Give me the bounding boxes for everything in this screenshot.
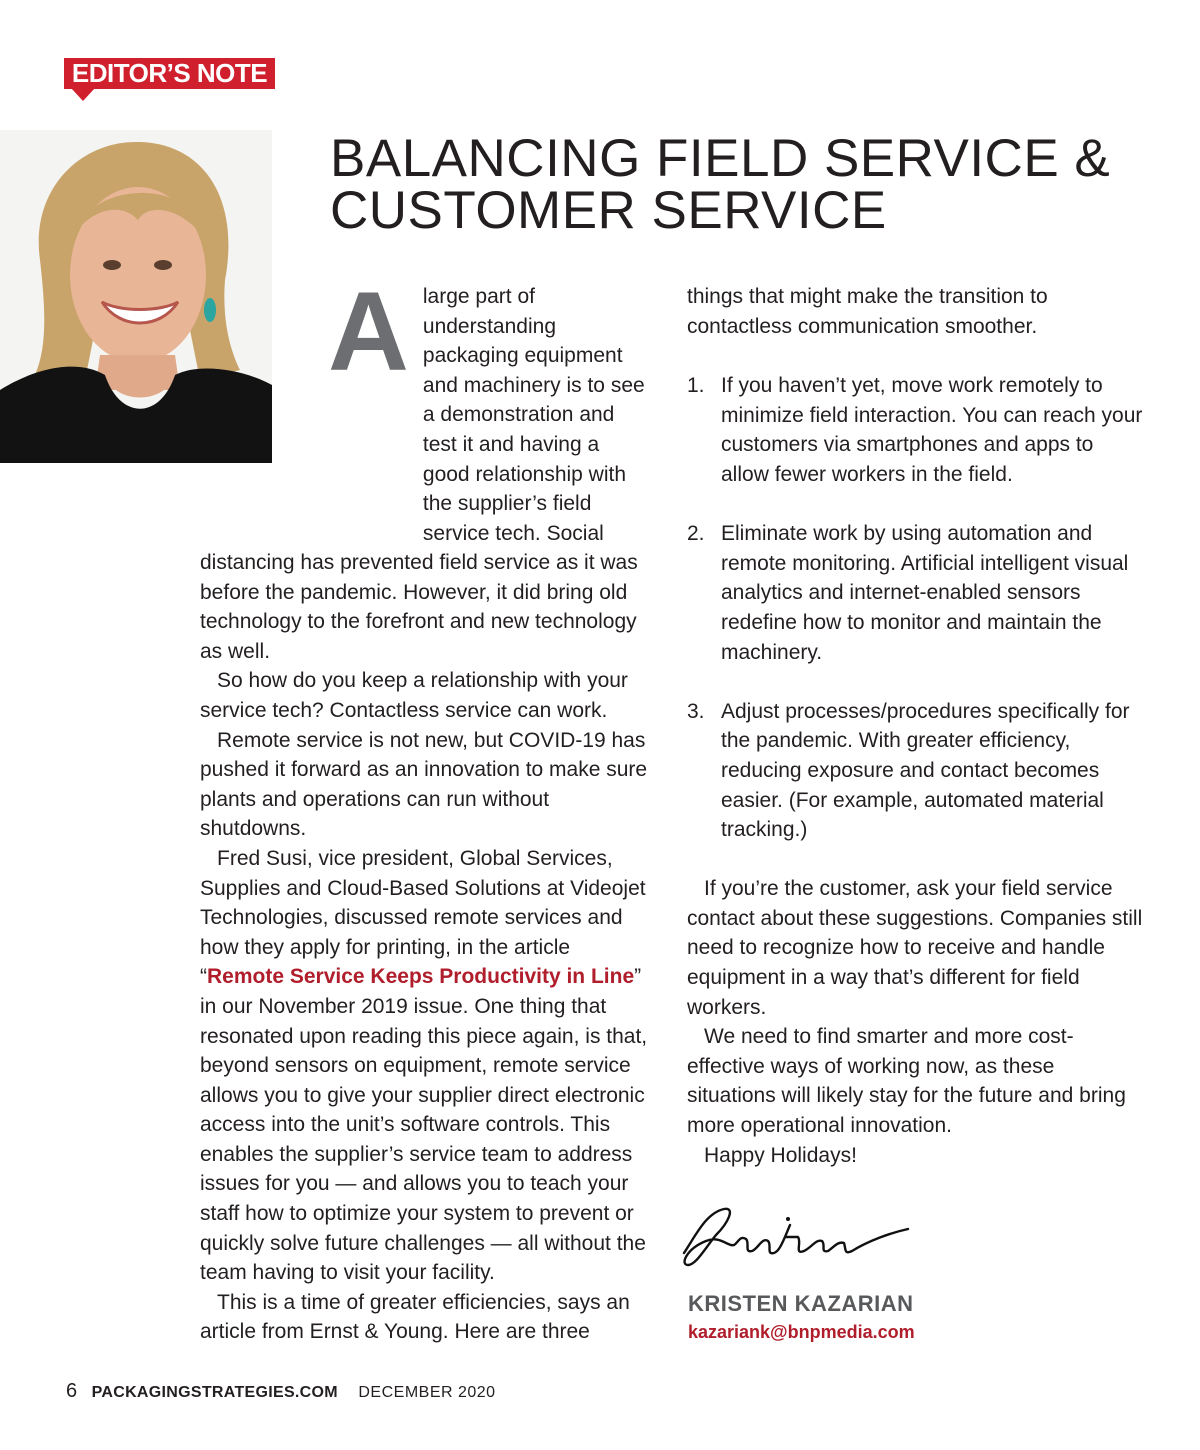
site-name: PACKAGINGSTRATEGIES.COM bbox=[91, 1384, 338, 1401]
list-item bbox=[687, 519, 1147, 667]
paragraph-4 bbox=[200, 844, 650, 1288]
paragraph-4-text-after: ” in our November 2019 issue. One thing that resonated upon reading this piece again, is that, beyond sensors on equipment, remote service allows you to give your supplier direct electronic access into the unit’s software controls. This enables the supplier’s service team to address issues for you — and allows you to teach your staff how to optimize your system to prevent or quickly solve future challenges — all without the team having to visit your facility. bbox=[200, 965, 648, 1285]
right-paragraph-3: We need to find smarter and more cost-effective ways of working now, as these situations will likely stay for the future and bring more operational innovation. bbox=[687, 1025, 1126, 1138]
article-link[interactable]: Remote Service Keeps Productivity in Line bbox=[207, 965, 635, 989]
section-tag-pointer bbox=[71, 88, 95, 101]
list-item bbox=[687, 371, 1147, 489]
author-email-link[interactable]: kazariank@bnpmedia.com bbox=[688, 1322, 915, 1342]
list-item-text: Adjust processes/procedures specifically for the pandemic. With greater efficiency, reducing exposure and contact becomes easier. (For example, automated material tracking.) bbox=[721, 699, 1130, 842]
list-item-number: 3. bbox=[687, 699, 705, 723]
list-item bbox=[687, 697, 1147, 845]
signature-image bbox=[676, 1195, 916, 1275]
right-paragraph-2: If you’re the customer, ask your field service contact about these suggestions. Companies still need to recognize how to receive and handle equipment in a way that’s different for field workers. bbox=[687, 877, 1143, 1019]
paragraph-3: Remote service is not new, but COVID-19 has pushed it forward as an innovation to make sure plants and operations can run without shutdowns. bbox=[200, 728, 648, 841]
article-title bbox=[330, 129, 1170, 240]
page-footer bbox=[66, 1380, 496, 1403]
author-photo bbox=[0, 130, 272, 463]
lead-paragraph-continued: distancing has prevented field service as it was before the pandemic. However, it did bring old technology to the forefront and new technology as well. bbox=[200, 551, 638, 663]
article-column-left bbox=[200, 548, 650, 1347]
lead-paragraph: large part of understanding packaging equipment and machinery is to see a demonstration and test it and having a good relationship with the supplier’s field service tech. Social bbox=[422, 285, 645, 545]
list-item-number: 2. bbox=[687, 522, 705, 546]
article-column-right bbox=[687, 282, 1147, 1170]
article-title-line-2: CUSTOMER SERVICE bbox=[330, 181, 887, 240]
drop-cap: A bbox=[328, 269, 409, 394]
right-paragraph-4: Happy Holidays! bbox=[704, 1143, 857, 1167]
paragraph-2: So how do you keep a relationship with your service tech? Contactless service can work. bbox=[200, 669, 628, 722]
paragraph-5: This is a time of greater efficiencies, says an article from Ernst & Young. Here are three bbox=[200, 1290, 630, 1344]
right-paragraph-1: things that might make the transition to contactless communication smoother. bbox=[687, 285, 1048, 338]
page-number: 6 bbox=[66, 1380, 78, 1402]
author-portrait-image bbox=[0, 130, 272, 463]
article-column-left-top bbox=[328, 269, 648, 548]
paragraph-4-text-before: Fred Susi, vice president, Global Services, Supplies and Cloud-Based Solutions at Videojet Technologies, discussed remote services and how they apply for printing, in the article “ bbox=[200, 846, 646, 989]
list-item-number: 1. bbox=[687, 374, 705, 398]
list-item-text: If you haven’t yet, move work remotely to minimize field interaction. You can reach your customers via smartphones and apps to allow fewer workers in the field. bbox=[721, 374, 1143, 486]
tips-list bbox=[687, 371, 1147, 845]
list-item-text: Eliminate work by using automation and remote monitoring. Artificial intelligent visual analytics and internet-enabled sensors redefine how to monitor and maintain the machinery. bbox=[721, 522, 1129, 664]
section-tag: EDITOR’S NOTE bbox=[64, 58, 275, 89]
article-title-line-1: BALANCING FIELD SERVICE & bbox=[330, 129, 1111, 188]
issue-date: DECEMBER 2020 bbox=[358, 1384, 496, 1401]
author-name: KRISTEN KAZARIAN bbox=[688, 1291, 914, 1316]
